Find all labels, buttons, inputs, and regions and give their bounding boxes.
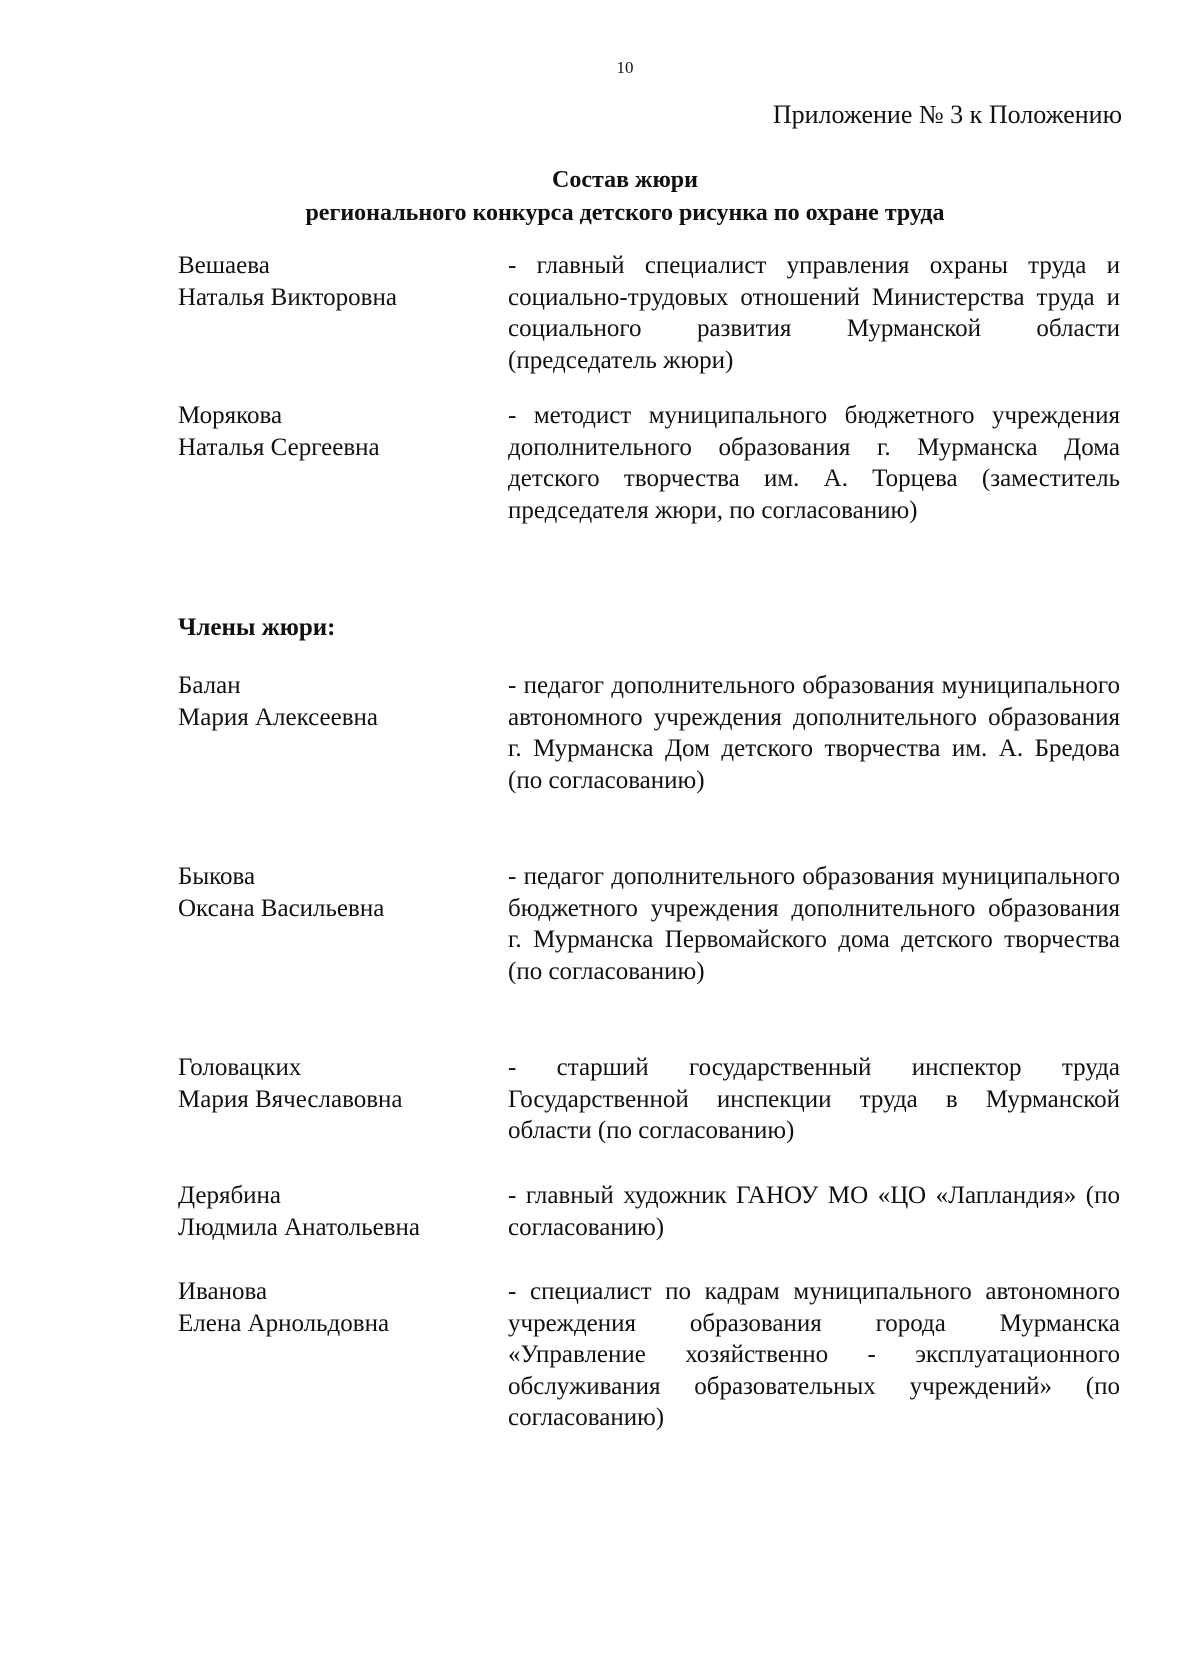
member-role: - педагог дополнительного образования муниципального автономного учреждения дополнительного образования г. Мурманска Дом детского творчества им. А. Бредова (по согласованию) xyxy=(508,672,1120,794)
member-name xyxy=(178,1180,478,1243)
members-heading: Члены жюри: xyxy=(178,614,336,641)
member-surname: Быкова xyxy=(178,863,256,890)
member-name xyxy=(178,670,478,733)
document-title xyxy=(0,164,1200,230)
member-given-names: Мария Вячеславовна xyxy=(178,1085,403,1113)
member-role: - педагог дополнительного образования муниципального бюджетного учреждения дополнительного образования г. Мурманска Первомайского дома детского творчества (по согласованию) xyxy=(508,863,1120,985)
member-given-names: Наталья Сергеевна xyxy=(178,433,380,461)
member-name xyxy=(178,400,478,463)
member-given-names: Елена Арнольдовна xyxy=(178,1309,390,1337)
member-surname: Иванова xyxy=(178,1278,268,1305)
appendix-reference: Приложение № 3 к Положению xyxy=(772,100,1122,129)
title-line-2: регионального конкурса детского рисунка по охране труда xyxy=(305,200,945,226)
member-role: - старший государственный инспектор труда Государственной инспекции труда в Мурманской области (по согласованию) xyxy=(508,1054,1120,1144)
title-line-1: Состав жюри xyxy=(552,167,698,193)
member-role: - главный художник ГАНОУ МО «ЦО «Лапландия» (по согласованию) xyxy=(508,1182,1120,1241)
member-role: - специалист по кадрам муниципального автономного учреждения образования города Мурманска «Управление хозяйственно - эксплуатационного обслуживания образовательных учреждений» (по согласованию) xyxy=(508,1278,1120,1431)
member-name xyxy=(178,1052,478,1115)
member-name xyxy=(178,250,478,313)
member-given-names: Наталья Викторовна xyxy=(178,283,397,311)
member-role: - главный специалист управления охраны труда и социально-трудовых отношений Министерства труда и социального развития Мурманской области (председатель жюри) xyxy=(508,252,1120,374)
member-name xyxy=(178,1276,478,1339)
member-role: - методист муниципального бюджетного учреждения дополнительного образования г. Мурманска Дома детского творчества им. А. Торцева (заместитель председателя жюри, по согласованию) xyxy=(508,402,1120,524)
member-given-names: Оксана Васильевна xyxy=(178,894,385,922)
member-surname: Морякова xyxy=(178,402,283,429)
page-number: 10 xyxy=(616,58,634,77)
member-given-names: Мария Алексеевна xyxy=(178,703,378,731)
member-surname: Вешаева xyxy=(178,252,270,279)
member-surname: Балан xyxy=(178,672,241,699)
member-name xyxy=(178,861,478,924)
member-surname: Дерябина xyxy=(178,1182,282,1209)
member-surname: Головацких xyxy=(178,1054,302,1081)
member-given-names: Людмила Анатольевна xyxy=(178,1213,421,1241)
